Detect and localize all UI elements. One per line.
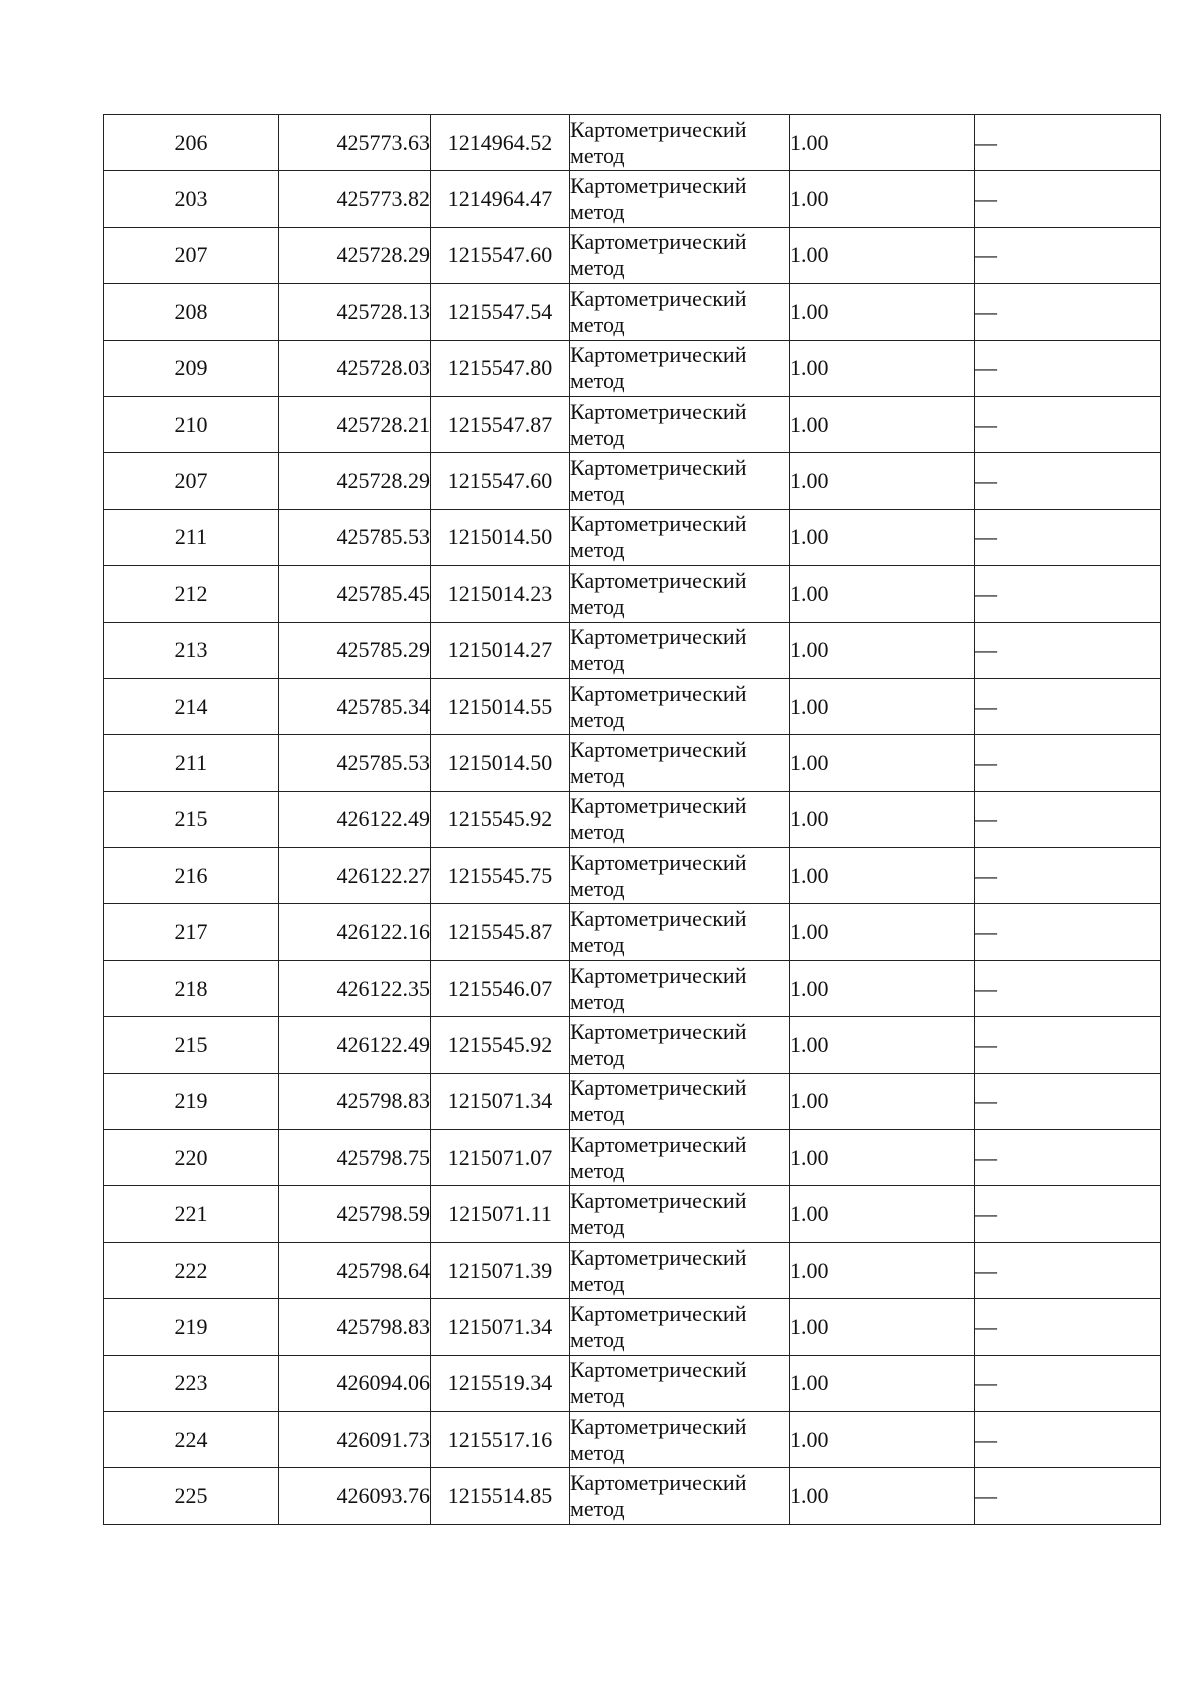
y-coordinate-cell: 1215547.80 — [431, 340, 570, 396]
point-number-cell: 219 — [104, 1073, 279, 1129]
x-coordinate-cell: 425728.13 — [279, 284, 431, 340]
method-text-line1: Картометрический — [570, 1075, 747, 1101]
method-text-line2: метод — [570, 199, 625, 225]
x-coordinate-cell: 425798.64 — [279, 1242, 431, 1298]
x-coordinate-cell: 426093.76 — [279, 1468, 431, 1524]
point-number-cell: 214 — [104, 678, 279, 734]
method-cell — [570, 1411, 790, 1467]
note-cell: — — [975, 791, 1161, 847]
point-number-cell: 220 — [104, 1130, 279, 1186]
table-row — [104, 678, 1161, 734]
note-cell: — — [975, 1411, 1161, 1467]
method-text-line2: метод — [570, 762, 625, 788]
point-number-cell: 211 — [104, 735, 279, 791]
method-text-line2: метод — [570, 819, 625, 845]
method-text-line1: Картометрический — [570, 1300, 747, 1326]
x-coordinate-cell: 425785.53 — [279, 509, 431, 565]
point-number-cell: 224 — [104, 1411, 279, 1467]
note-cell: — — [975, 622, 1161, 678]
method-cell — [570, 509, 790, 565]
y-coordinate-cell: 1215547.54 — [431, 284, 570, 340]
method-text-line1: Картометрический — [570, 906, 747, 932]
y-coordinate-cell: 1215014.55 — [431, 678, 570, 734]
method-text-line1: Картометрический — [570, 1018, 747, 1044]
method-text-line2: метод — [570, 1044, 625, 1070]
y-coordinate-cell: 1214964.52 — [431, 115, 570, 171]
method-text-line1: Картометрический — [570, 173, 747, 199]
method-cell — [570, 284, 790, 340]
method-text-line2: метод — [570, 1214, 625, 1240]
note-cell: — — [975, 1073, 1161, 1129]
accuracy-cell: 1.00 — [790, 735, 975, 791]
method-cell — [570, 735, 790, 791]
method-cell — [570, 1017, 790, 1073]
table-row — [104, 791, 1161, 847]
table-row — [104, 1411, 1161, 1467]
note-cell: — — [975, 453, 1161, 509]
accuracy-cell: 1.00 — [790, 1186, 975, 1242]
method-text-line2: метод — [570, 1496, 625, 1522]
y-coordinate-cell: 1215071.39 — [431, 1242, 570, 1298]
point-number-cell: 219 — [104, 1299, 279, 1355]
method-cell — [570, 453, 790, 509]
point-number-cell: 211 — [104, 509, 279, 565]
accuracy-cell: 1.00 — [790, 171, 975, 227]
method-text-line2: метод — [570, 1157, 625, 1183]
note-cell: — — [975, 1130, 1161, 1186]
table-row — [104, 453, 1161, 509]
point-number-cell: 209 — [104, 340, 279, 396]
x-coordinate-cell: 426094.06 — [279, 1355, 431, 1411]
point-number-cell: 212 — [104, 566, 279, 622]
table-row — [104, 115, 1161, 171]
note-cell: — — [975, 115, 1161, 171]
table-row — [104, 1073, 1161, 1129]
table-row — [104, 509, 1161, 565]
point-number-cell: 215 — [104, 1017, 279, 1073]
accuracy-cell: 1.00 — [790, 340, 975, 396]
y-coordinate-cell: 1215014.27 — [431, 622, 570, 678]
table-row — [104, 340, 1161, 396]
method-text-line2: метод — [570, 537, 625, 563]
coordinates-table-body — [104, 115, 1161, 1525]
point-number-cell: 217 — [104, 904, 279, 960]
x-coordinate-cell: 425785.53 — [279, 735, 431, 791]
point-number-cell: 208 — [104, 284, 279, 340]
method-cell — [570, 115, 790, 171]
method-cell — [570, 1130, 790, 1186]
point-number-cell: 221 — [104, 1186, 279, 1242]
accuracy-cell: 1.00 — [790, 1130, 975, 1186]
accuracy-cell: 1.00 — [790, 1299, 975, 1355]
accuracy-cell: 1.00 — [790, 791, 975, 847]
table-row — [104, 622, 1161, 678]
table-row — [104, 227, 1161, 283]
method-text-line1: Картометрический — [570, 398, 747, 424]
method-text-line2: метод — [570, 1101, 625, 1127]
x-coordinate-cell: 425798.83 — [279, 1299, 431, 1355]
accuracy-cell: 1.00 — [790, 960, 975, 1016]
method-cell — [570, 566, 790, 622]
table-row — [104, 1468, 1161, 1524]
method-cell — [570, 1299, 790, 1355]
method-text-line1: Картометрический — [570, 342, 747, 368]
note-cell: — — [975, 227, 1161, 283]
point-number-cell: 215 — [104, 791, 279, 847]
method-cell — [570, 396, 790, 452]
accuracy-cell: 1.00 — [790, 453, 975, 509]
method-cell — [570, 1468, 790, 1524]
x-coordinate-cell: 426122.49 — [279, 791, 431, 847]
method-text-line1: Картометрический — [570, 624, 747, 650]
y-coordinate-cell: 1215517.16 — [431, 1411, 570, 1467]
table-row — [104, 396, 1161, 452]
accuracy-cell: 1.00 — [790, 1468, 975, 1524]
note-cell: — — [975, 1468, 1161, 1524]
y-coordinate-cell: 1215071.07 — [431, 1130, 570, 1186]
method-text-line2: метод — [570, 932, 625, 958]
point-number-cell: 222 — [104, 1242, 279, 1298]
method-text-line2: метод — [570, 1326, 625, 1352]
method-text-line1: Картометрический — [570, 1413, 747, 1439]
method-text-line2: метод — [570, 481, 625, 507]
note-cell: — — [975, 171, 1161, 227]
method-cell — [570, 622, 790, 678]
y-coordinate-cell: 1215545.92 — [431, 791, 570, 847]
y-coordinate-cell: 1215014.23 — [431, 566, 570, 622]
point-number-cell: 207 — [104, 453, 279, 509]
note-cell: — — [975, 1299, 1161, 1355]
method-text-line1: Картометрический — [570, 511, 747, 537]
note-cell: — — [975, 848, 1161, 904]
y-coordinate-cell: 1215545.75 — [431, 848, 570, 904]
method-cell — [570, 791, 790, 847]
x-coordinate-cell: 425785.34 — [279, 678, 431, 734]
method-cell — [570, 1073, 790, 1129]
accuracy-cell: 1.00 — [790, 115, 975, 171]
method-cell — [570, 1242, 790, 1298]
note-cell: — — [975, 904, 1161, 960]
method-text-line2: метод — [570, 706, 625, 732]
accuracy-cell: 1.00 — [790, 904, 975, 960]
point-number-cell: 223 — [104, 1355, 279, 1411]
point-number-cell: 225 — [104, 1468, 279, 1524]
x-coordinate-cell: 425785.45 — [279, 566, 431, 622]
x-coordinate-cell: 426122.16 — [279, 904, 431, 960]
method-text-line2: метод — [570, 593, 625, 619]
point-number-cell: 203 — [104, 171, 279, 227]
accuracy-cell: 1.00 — [790, 1242, 975, 1298]
method-text-line2: метод — [570, 650, 625, 676]
method-cell — [570, 227, 790, 283]
x-coordinate-cell: 425773.63 — [279, 115, 431, 171]
table-row — [104, 284, 1161, 340]
y-coordinate-cell: 1215014.50 — [431, 735, 570, 791]
accuracy-cell: 1.00 — [790, 396, 975, 452]
x-coordinate-cell: 425728.29 — [279, 453, 431, 509]
table-row — [104, 735, 1161, 791]
method-cell — [570, 960, 790, 1016]
method-cell — [570, 171, 790, 227]
table-row — [104, 1186, 1161, 1242]
accuracy-cell: 1.00 — [790, 1073, 975, 1129]
x-coordinate-cell: 425728.29 — [279, 227, 431, 283]
table-row — [104, 848, 1161, 904]
accuracy-cell: 1.00 — [790, 284, 975, 340]
method-text-line1: Картометрический — [570, 1470, 747, 1496]
note-cell: — — [975, 340, 1161, 396]
x-coordinate-cell: 426122.27 — [279, 848, 431, 904]
method-text-line1: Картометрический — [570, 229, 747, 255]
method-cell — [570, 848, 790, 904]
method-text-line1: Картометрический — [570, 116, 747, 142]
x-coordinate-cell: 425798.83 — [279, 1073, 431, 1129]
table-row — [104, 1017, 1161, 1073]
method-text-line2: метод — [570, 1383, 625, 1409]
table-row — [104, 1130, 1161, 1186]
note-cell: — — [975, 566, 1161, 622]
accuracy-cell: 1.00 — [790, 848, 975, 904]
y-coordinate-cell: 1215514.85 — [431, 1468, 570, 1524]
x-coordinate-cell: 425785.29 — [279, 622, 431, 678]
y-coordinate-cell: 1215071.34 — [431, 1299, 570, 1355]
point-number-cell: 216 — [104, 848, 279, 904]
x-coordinate-cell: 425773.82 — [279, 171, 431, 227]
y-coordinate-cell: 1215547.87 — [431, 396, 570, 452]
method-text-line2: метод — [570, 424, 625, 450]
method-text-line2: метод — [570, 368, 625, 394]
method-text-line1: Картометрический — [570, 849, 747, 875]
accuracy-cell: 1.00 — [790, 227, 975, 283]
table-row — [104, 1242, 1161, 1298]
note-cell: — — [975, 509, 1161, 565]
x-coordinate-cell: 425798.75 — [279, 1130, 431, 1186]
x-coordinate-cell: 426122.49 — [279, 1017, 431, 1073]
method-text-line2: метод — [570, 988, 625, 1014]
point-number-cell: 207 — [104, 227, 279, 283]
method-text-line2: метод — [570, 875, 625, 901]
note-cell: — — [975, 678, 1161, 734]
accuracy-cell: 1.00 — [790, 509, 975, 565]
y-coordinate-cell: 1215546.07 — [431, 960, 570, 1016]
y-coordinate-cell: 1215547.60 — [431, 227, 570, 283]
x-coordinate-cell: 425798.59 — [279, 1186, 431, 1242]
x-coordinate-cell: 425728.21 — [279, 396, 431, 452]
y-coordinate-cell: 1215519.34 — [431, 1355, 570, 1411]
method-text-line1: Картометрический — [570, 1188, 747, 1214]
x-coordinate-cell: 425728.03 — [279, 340, 431, 396]
note-cell: — — [975, 1186, 1161, 1242]
y-coordinate-cell: 1215071.11 — [431, 1186, 570, 1242]
method-text-line2: метод — [570, 311, 625, 337]
point-number-cell: 206 — [104, 115, 279, 171]
method-cell — [570, 1355, 790, 1411]
y-coordinate-cell: 1215545.92 — [431, 1017, 570, 1073]
note-cell: — — [975, 960, 1161, 1016]
accuracy-cell: 1.00 — [790, 622, 975, 678]
y-coordinate-cell: 1215545.87 — [431, 904, 570, 960]
method-text-line2: метод — [570, 142, 625, 168]
accuracy-cell: 1.00 — [790, 1355, 975, 1411]
method-text-line1: Картометрический — [570, 1244, 747, 1270]
table-row — [104, 566, 1161, 622]
table-row — [104, 1355, 1161, 1411]
note-cell: — — [975, 396, 1161, 452]
method-text-line2: метод — [570, 1439, 625, 1465]
method-cell — [570, 678, 790, 734]
note-cell: — — [975, 1355, 1161, 1411]
table-row — [104, 904, 1161, 960]
method-text-line1: Картометрический — [570, 793, 747, 819]
note-cell: — — [975, 284, 1161, 340]
point-number-cell: 210 — [104, 396, 279, 452]
accuracy-cell: 1.00 — [790, 566, 975, 622]
method-text-line1: Картометрический — [570, 567, 747, 593]
method-text-line1: Картометрический — [570, 962, 747, 988]
accuracy-cell: 1.00 — [790, 678, 975, 734]
table-row — [104, 1299, 1161, 1355]
method-cell — [570, 1186, 790, 1242]
accuracy-cell: 1.00 — [790, 1411, 975, 1467]
coordinates-table — [103, 114, 1161, 1525]
table-row — [104, 171, 1161, 227]
y-coordinate-cell: 1215547.60 — [431, 453, 570, 509]
point-number-cell: 218 — [104, 960, 279, 1016]
y-coordinate-cell: 1215014.50 — [431, 509, 570, 565]
table-row — [104, 960, 1161, 1016]
x-coordinate-cell: 426091.73 — [279, 1411, 431, 1467]
method-text-line1: Картометрический — [570, 736, 747, 762]
method-text-line1: Картометрический — [570, 680, 747, 706]
method-text-line1: Картометрический — [570, 1357, 747, 1383]
note-cell: — — [975, 735, 1161, 791]
x-coordinate-cell: 426122.35 — [279, 960, 431, 1016]
note-cell: — — [975, 1017, 1161, 1073]
accuracy-cell: 1.00 — [790, 1017, 975, 1073]
point-number-cell: 213 — [104, 622, 279, 678]
method-text-line1: Картометрический — [570, 1131, 747, 1157]
method-text-line1: Картометрический — [570, 455, 747, 481]
y-coordinate-cell: 1214964.47 — [431, 171, 570, 227]
note-cell: — — [975, 1242, 1161, 1298]
method-cell — [570, 340, 790, 396]
method-cell — [570, 904, 790, 960]
y-coordinate-cell: 1215071.34 — [431, 1073, 570, 1129]
method-text-line2: метод — [570, 1270, 625, 1296]
method-text-line2: метод — [570, 255, 625, 281]
method-text-line1: Картометрический — [570, 285, 747, 311]
